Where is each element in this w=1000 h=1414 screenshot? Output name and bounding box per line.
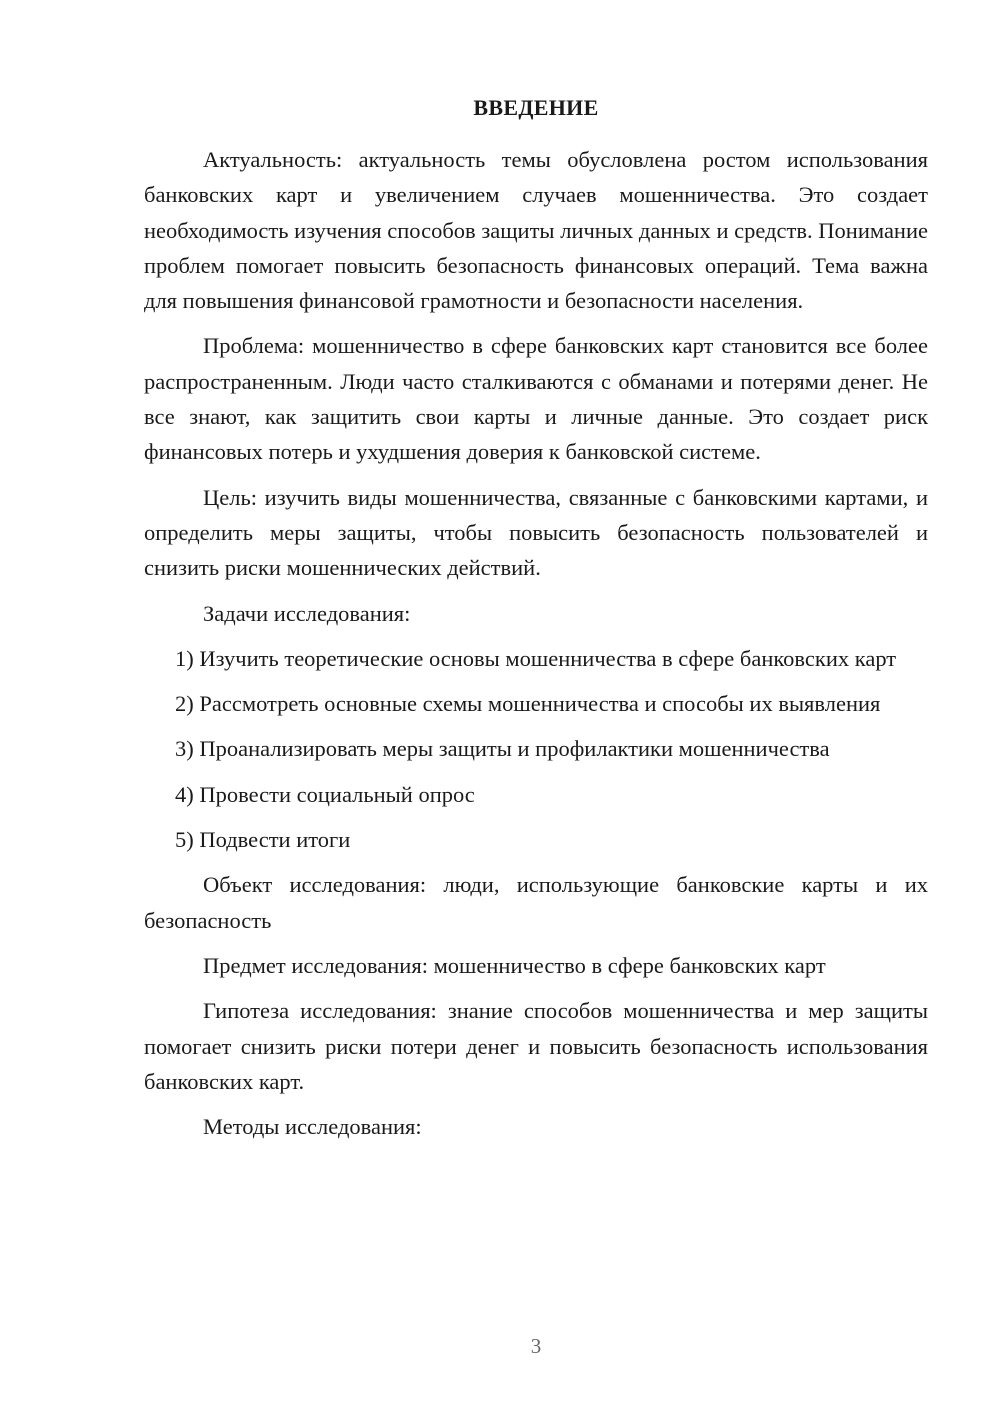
paragraph-problem: Проблема: мошенничество в сфере банковских карт становится все более распространенным. Люди часто сталкиваются с обманами и потерями денег. Не все знают, как защитить свои карты и личные данные. Это создает риск финансовых потерь и ухудшения доверия к банковской системе.: [144, 333, 928, 465]
task-item-3: 3) Проанализировать меры защиты и профилактики мошенничества: [175, 736, 830, 762]
document-body: [144, 142, 928, 1154]
section-title: ВВЕДЕНИЕ: [473, 95, 599, 120]
paragraph-subject: Предмет исследования: мошенничество в сфере банковских карт: [203, 952, 826, 978]
methods-heading: Методы исследования:: [203, 1114, 422, 1140]
task-item-4: 4) Провести социальный опрос: [175, 781, 475, 807]
task-item-5: 5) Подвести итоги: [175, 827, 351, 853]
paragraph-hypothesis: Гипотеза исследования: знание способов мошенничества и мер защиты помогает снизить риски потери денег и повысить безопасность использования банковских карт.: [144, 998, 928, 1094]
task-item-2: 2) Рассмотреть основные схемы мошенничества и способы их выявления: [175, 691, 881, 717]
task-item-1: 1) Изучить теоретические основы мошенничества в сфере банковских карт: [175, 645, 897, 671]
paragraph-relevance: Актуальность: актуальность темы обусловлена ростом использования банковских карт и увеличением случаев мошенничества. Это создает необходимость изучения способов защиты личных данных и средств. Понимание проблем помогает повысить безопасность финансовых операций. Тема важна для повышения финансовой грамотности и безопасности населения.: [144, 147, 928, 314]
paragraph-object: Объект исследования: люди, использующие банковские карты и их безопасность: [144, 872, 928, 933]
tasks-heading: Задачи исследования:: [203, 600, 411, 626]
page-number: 3: [530, 1334, 542, 1358]
paragraph-goal: Цель: изучить виды мошенничества, связанные с банковскими картами, и определить меры защиты, чтобы повысить безопасность пользователей и снизить риски мошеннических действий.: [144, 484, 928, 581]
